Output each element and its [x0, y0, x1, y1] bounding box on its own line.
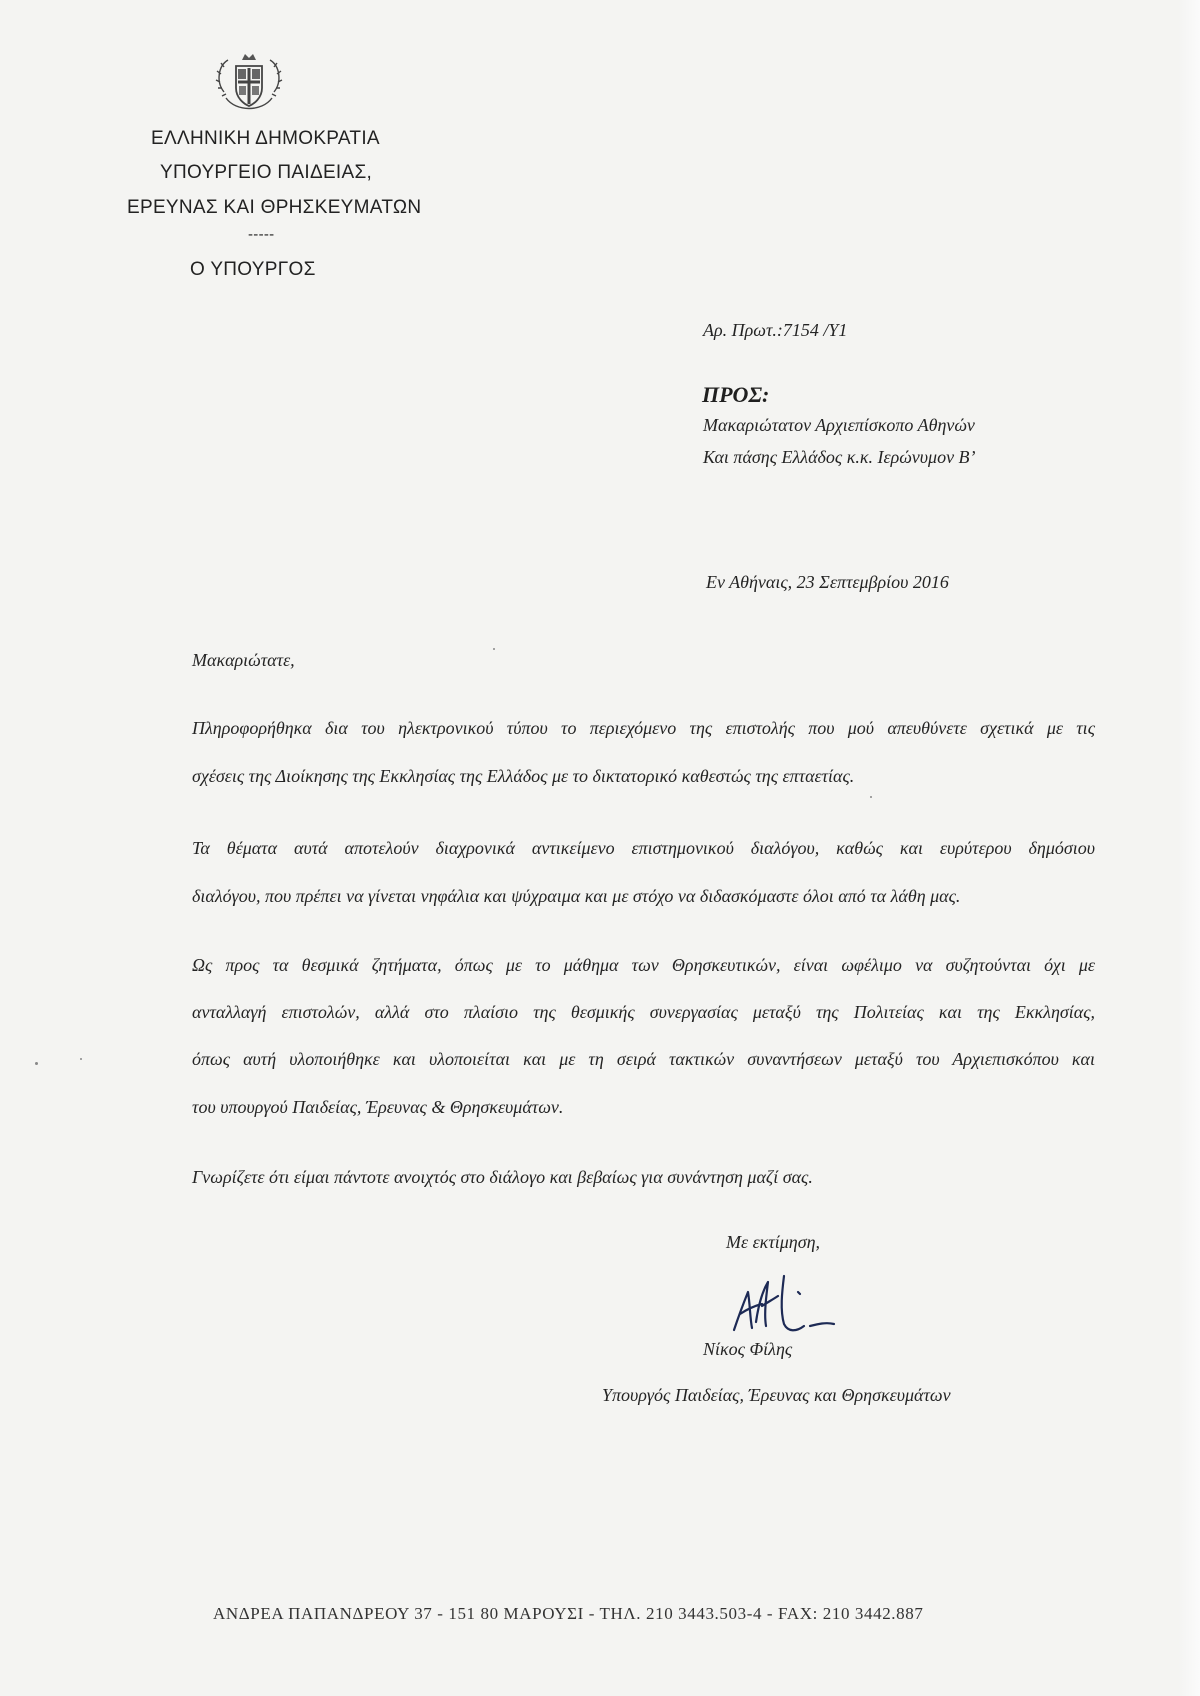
scan-speck	[870, 796, 872, 798]
recipient-line2: Και πάσης Ελλάδος κ.κ. Ιερώνυμον Β’	[703, 447, 976, 467]
paragraph-3-line-2: ανταλλαγή επιστολών, αλλά στο πλαίσιο της θεσμικής συνεργασίας μεταξύ της Πολιτείας και της Εκκλησίας,	[192, 1002, 1095, 1022]
closing: Με εκτίμηση,	[726, 1232, 821, 1252]
protocol-number: Αρ. Πρωτ.:7154 /Υ1	[703, 320, 848, 340]
letterhead-ministry-line1: ΥΠΟΥΡΓΕΙΟ ΠΑΙΔΕΙΑΣ,	[160, 162, 373, 183]
page-edge	[1178, 0, 1200, 1696]
salutation: Μακαριώτατε,	[192, 650, 295, 670]
paragraph-3-line-4: του υπουργού Παιδείας, Έρευνας & Θρησκευμάτων.	[192, 1097, 564, 1117]
paragraph-1-line-2: σχέσεις της Διοίκησης της Εκκλησίας της Ελλάδος με το δικτατορικό καθεστώς της επταετίας.	[192, 766, 855, 786]
footer-address: ΑΝΔΡΕΑ ΠΑΠΑΝΔΡΕΟΥ 37 - 151 80 ΜΑΡΟΥΣΙ - ΤΗΛ. 210 3443.503-4 - FAX: 210 3442.887	[213, 1604, 924, 1623]
signatory-title: Υπουργός Παιδείας, Έρευνας και Θρησκευμάτων	[602, 1385, 951, 1405]
greek-coat-of-arms-icon	[212, 52, 286, 118]
paragraph-3-line-3: όπως αυτή υλοποιήθηκε και υλοποιείται και με τη σειρά τακτικών συναντήσεων μεταξύ του Αρχιεπισκόπου και	[192, 1049, 1095, 1069]
paragraph-1-line-1: Πληροφορήθηκα δια του ηλεκτρονικού τύπου το περιεχόμενο της επιστολής που μού απευθύνετε σχετικά με τις	[192, 718, 1095, 738]
recipient-label: ΠΡΟΣ:	[702, 382, 770, 407]
paragraph-3-line-1: Ως προς τα θεσμικά ζητήματα, όπως με το μάθημα των Θρησκευτικών, είναι ωφέλιμο να συζητούνται όχι με	[192, 955, 1095, 975]
letterhead-country: ΕΛΛΗΝΙΚΗ ΔΗΜΟΚΡΑΤΙΑ	[151, 128, 380, 149]
paragraph-2-line-2: διαλόγου, που πρέπει να γίνεται νηφάλια και ψύχραιμα και με στόχο να διδασκόμαστε όλοι από τα λάθη μας.	[192, 886, 961, 906]
recipient-line1: Μακαριώτατον Αρχιεπίσκοπο Αθηνών	[703, 415, 975, 435]
scan-speck	[35, 1062, 38, 1065]
letterhead-ministry-line2: ΕΡΕΥΝΑΣ ΚΑΙ ΘΡΗΣΚΕΥΜΑΤΩΝ	[127, 197, 422, 218]
handwritten-signature-icon	[728, 1262, 838, 1344]
scan-speck	[80, 1058, 82, 1060]
letter-date: Εν Αθήναις, 23 Σεπτεμβρίου 2016	[706, 572, 949, 592]
paragraph-4-line-1: Γνωρίζετε ότι είμαι πάντοτε ανοιχτός στο διάλογο και βεβαίως για συνάντηση μαζί σας.	[192, 1167, 813, 1187]
scan-speck	[493, 648, 495, 650]
signatory-name: Νίκος Φίλης	[703, 1339, 793, 1359]
letterhead-separator: -----	[248, 226, 275, 243]
letterhead-minister: Ο ΥΠΟΥΡΓΟΣ	[190, 259, 316, 280]
paragraph-2-line-1: Τα θέματα αυτά αποτελούν διαχρονικά αντικείμενο επιστημονικού διαλόγου, καθώς και ευρύτερου δημόσιου	[192, 838, 1095, 858]
